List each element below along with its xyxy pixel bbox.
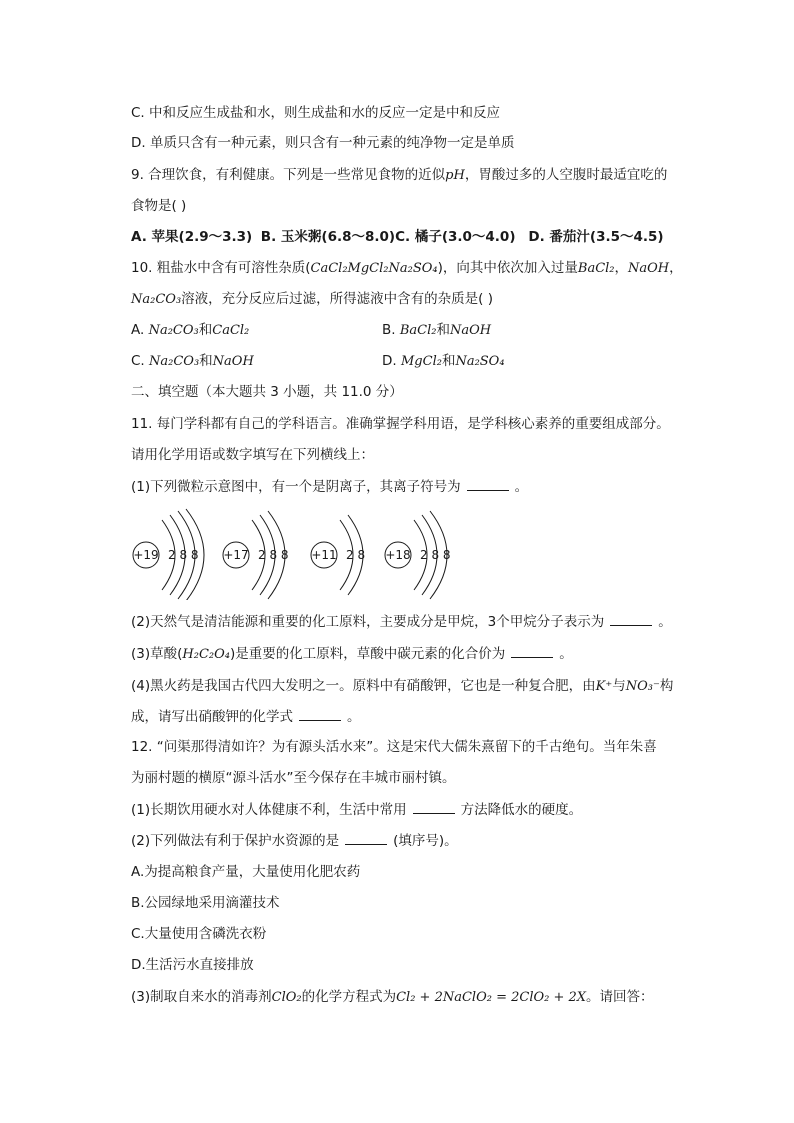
atom-diagram-1 — [133, 509, 204, 600]
q10-option-d: D. MgCl₂和Na₂SO₄ — [382, 353, 505, 369]
q11-part4-line1: (4)黑火药是我国古代四大发明之一。原料中有硝酸钾，它也是一种复合肥，由K⁺与NO₃⁻构 — [131, 678, 674, 694]
q10-impurities: CaCl₂MgCl₂Na₂SO₄ — [310, 261, 438, 276]
electron-shells: 2 8 8 — [420, 548, 451, 562]
q9-options — [131, 227, 664, 247]
nucleus-charge: +17 — [223, 548, 249, 562]
electron-shells: 2 8 8 — [258, 548, 289, 562]
q11-part4-line2: 成，请写出硝酸钾的化学式 。 — [131, 709, 361, 725]
atom-diagram-2 — [223, 511, 289, 599]
q12-part3: (3)制取自来水的消毒剂ClO₂的化学方程式为Cl₂ + 2NaClO₂ = 2ClO₂ + 2X。请回答： — [131, 989, 654, 1005]
q10-option-b: B. BaCl₂和NaOH — [382, 322, 492, 338]
q10-options-row1 — [131, 320, 651, 341]
q10-options-row2 — [131, 351, 651, 372]
q12-option-a: A.为提高粮食产量，大量使用化肥农药 — [131, 864, 361, 880]
q9-option-a: A. 苹果(2.9～3.3) — [131, 229, 253, 245]
atom-structure-diagrams — [126, 505, 466, 600]
q10-sep: ， — [614, 260, 629, 276]
q10-stem-c: 溶液，充分反应后过滤，所得滤液中含有的杂质是( ) — [181, 291, 493, 307]
answer-blank[interactable] — [413, 800, 455, 814]
q11-part1: (1)下列微粒示意图中，有一个是阴离子，其离子符号为 。 — [131, 479, 529, 495]
q11-part3: (3)草酸(H₂C₂O₄)是重要的化工原料，草酸中碳元素的化合价为 。 — [131, 646, 573, 662]
ion-k: K⁺ — [595, 679, 613, 694]
q10-stem-line1 — [131, 258, 683, 279]
q12-option-c: C.大量使用含磷洗衣粉 — [131, 926, 267, 942]
q8-option-d: D. 单质只含有一种元素，则只含有一种元素的纯净物一定是单质 — [131, 135, 515, 151]
chemical-equation: Cl₂ + 2NaClO₂ = 2ClO₂ + 2X — [396, 990, 587, 1005]
q11-stem-line2: 请用化学用语或数字填写在下列横线上： — [131, 447, 374, 463]
answer-blank[interactable] — [610, 612, 652, 626]
q10-option-a: A. Na₂CO₃和CaCl₂ — [131, 322, 250, 338]
q12-part2: (2)下列做法有利于保护水资源的是 (填序号)。 — [131, 833, 458, 849]
q12-option-b: B.公园绿地采用滴灌技术 — [131, 895, 280, 911]
q8-option-c: C. 中和反应生成盐和水，则生成盐和水的反应一定是中和反应 — [131, 105, 501, 121]
formula-h2c2o4: H₂C₂O₄ — [182, 647, 230, 662]
formula-clo2: ClO₂ — [271, 990, 302, 1005]
q11-part2: (2)天然气是清洁能源和重要的化工原料，主要成分是甲烷，3个甲烷分子表示为 。 — [131, 614, 672, 630]
ph-symbol: pH — [445, 168, 465, 183]
section-heading: 二、填空题（本大题共 3 小题，共 11.0 分） — [131, 384, 403, 400]
q12-stem-line2: 为丽村题的横原“源斗活水”至今保存在丰城市丽村镇。 — [131, 770, 456, 786]
electron-shells: 2 8 — [346, 548, 366, 562]
q9-option-c: C. 橘子(3.0～4.0) — [395, 229, 516, 245]
q9-option-b: B. 玉米粥(6.8～8.0) — [260, 229, 396, 245]
nucleus-charge: +11 — [311, 548, 337, 562]
nucleus-charge: +19 — [133, 548, 159, 562]
answer-blank[interactable] — [511, 644, 553, 658]
atom-diagram-4 — [385, 511, 451, 599]
q10-stem-a: 10. 粗盐水中含有可溶性杂质( — [131, 260, 311, 276]
q10-option-c: C. Na₂CO₃和NaOH — [131, 353, 254, 369]
q10-stem-line2 — [131, 289, 493, 310]
electron-shells: 2 8 8 — [168, 548, 199, 562]
reagent-na2co3: Na₂CO₃ — [131, 292, 182, 307]
q10-stem-b: )，向其中依次加入过量 — [437, 260, 578, 276]
answer-blank[interactable] — [467, 477, 509, 491]
answer-blank[interactable] — [299, 707, 341, 721]
reagent-bacl2: BaCl₂ — [577, 261, 615, 276]
q9-stem-line2: 食物是( ) — [131, 198, 187, 214]
reagent-naoh: NaOH — [628, 261, 670, 276]
q12-stem-line1: 12. “问渠那得清如许？为有源头活水来”。这是宋代大儒朱熹留下的千古绝句。当年朱喜 — [131, 739, 657, 755]
q11-stem-line1: 11. 每门学科都有自己的学科语言。准确掌握学科用语，是学科核心素养的重要组成部分。 — [131, 416, 670, 432]
answer-blank[interactable] — [345, 831, 387, 845]
q9-stem-text: 9. 合理饮食，有利健康。下列是一些常见食物的近似 — [131, 167, 446, 183]
q9-option-d: D. 番茄汁(3.5～4.5) — [528, 229, 664, 245]
ion-no3: NO₃⁻ — [625, 679, 660, 694]
q9-stem-line1 — [131, 165, 667, 186]
q12-part1: (1)长期饮用硬水对人体健康不利，生活中常用 方法降低水的硬度。 — [131, 802, 583, 818]
atom-diagram-3 — [311, 515, 365, 595]
q10-sep2: ， — [669, 260, 683, 276]
nucleus-charge: +18 — [385, 548, 411, 562]
q9-stem-text-b: ，胃酸过多的人空腹时最适宜吃的 — [464, 167, 668, 183]
q12-option-d: D.生活污水直接排放 — [131, 957, 254, 973]
